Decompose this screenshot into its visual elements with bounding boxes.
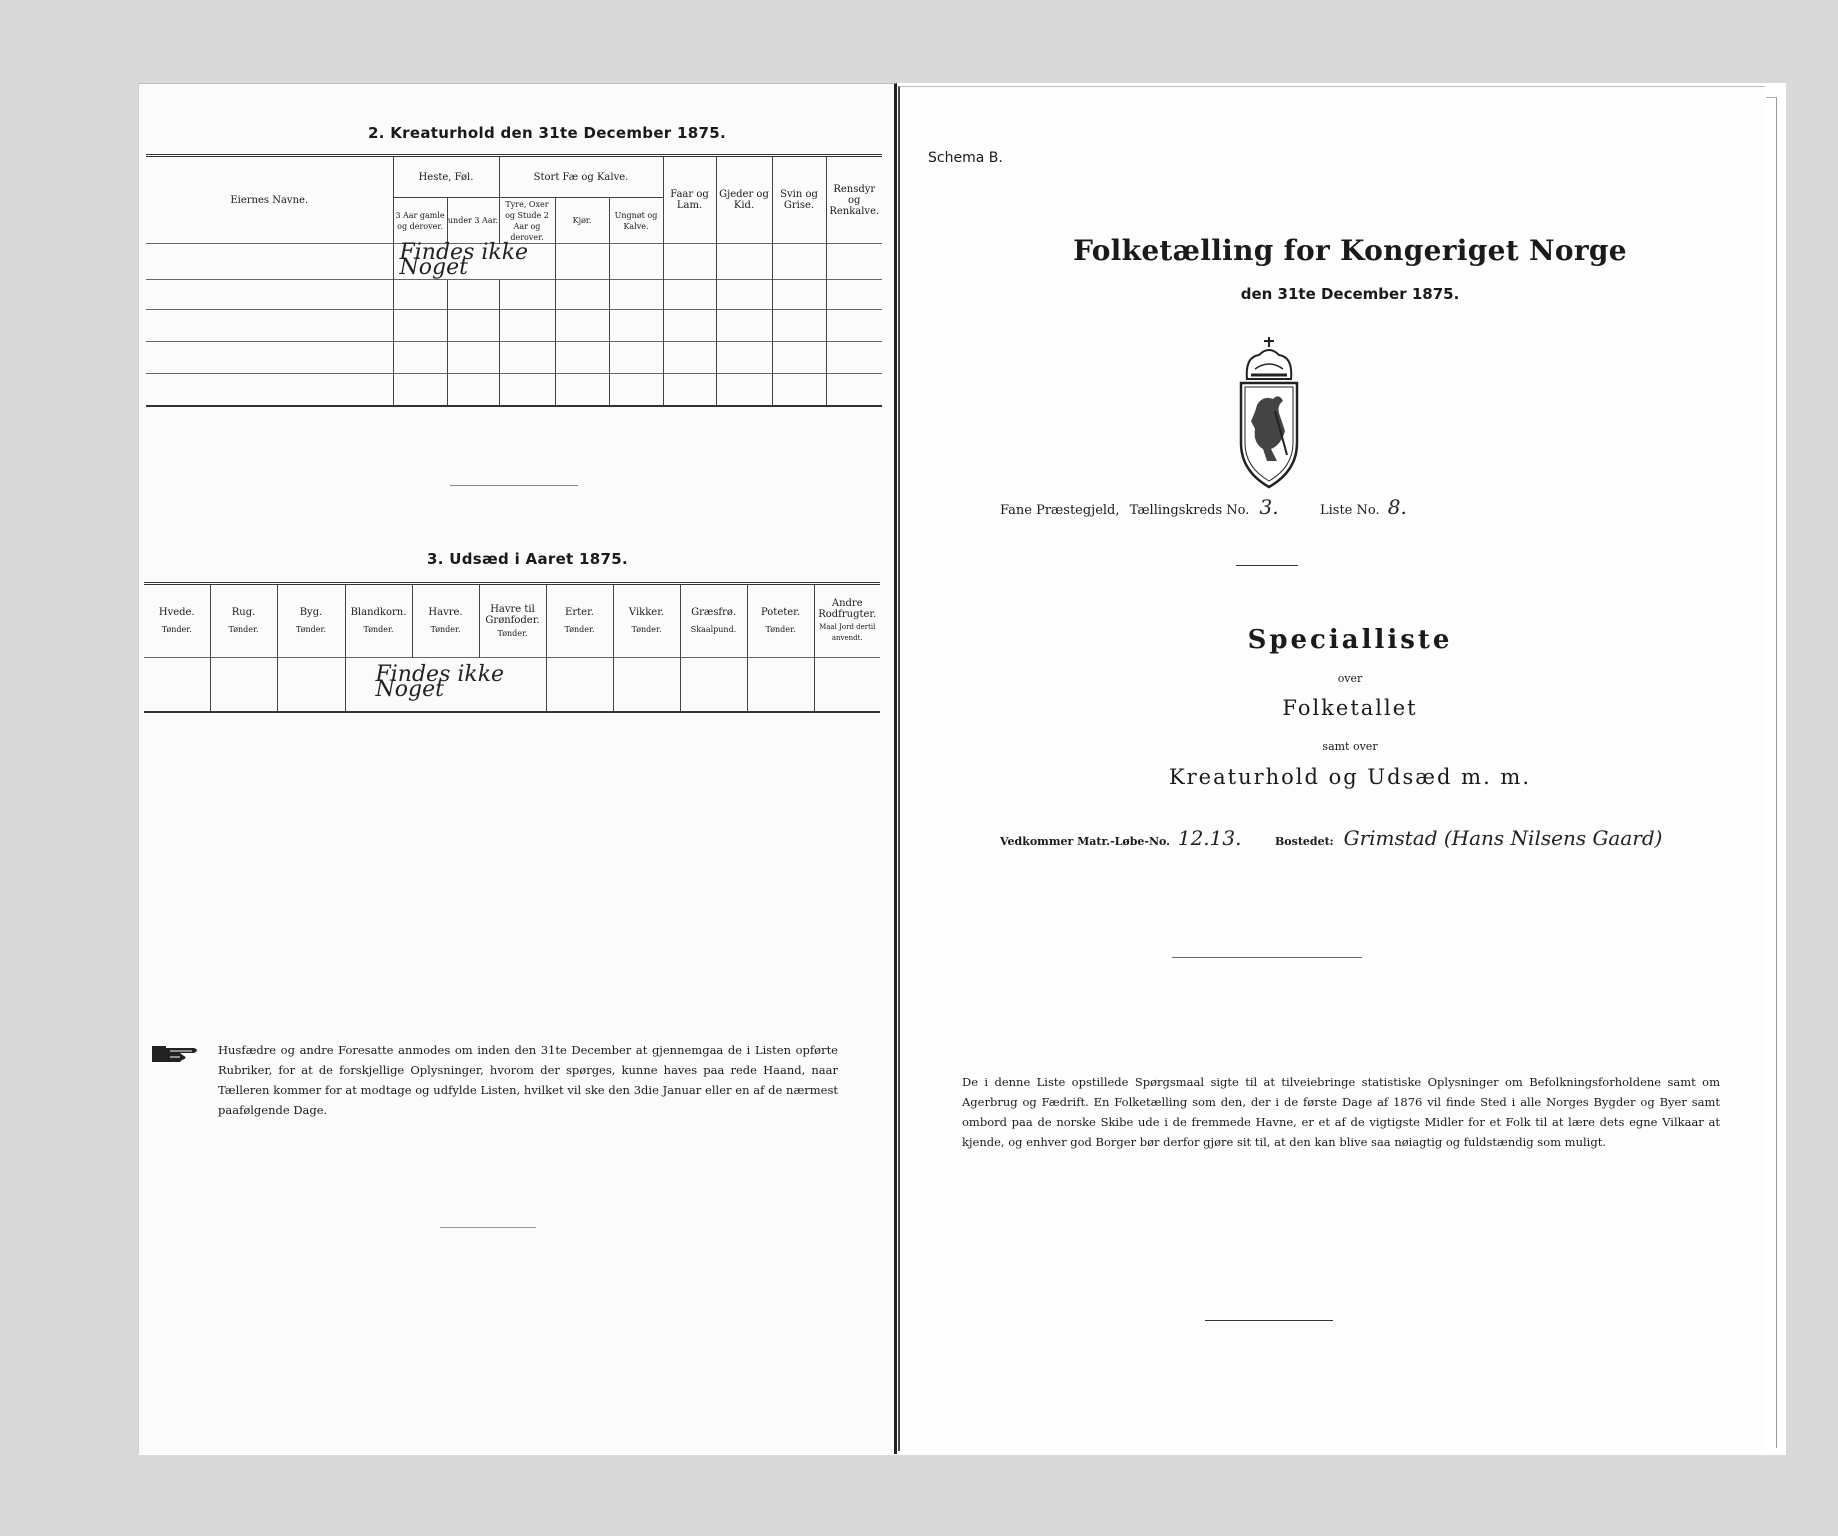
matr-number: 12.13. — [1177, 826, 1242, 850]
schema-label: Schema B. — [928, 150, 1003, 166]
list-label: Liste No. — [1320, 503, 1380, 518]
seed-col-erter: Erter. — [565, 607, 594, 618]
bosted-value: Grimstad (Hans Nilsens Gaard) — [1343, 826, 1663, 850]
header-rensdyr: Rensdyr og Renkalve. — [826, 156, 882, 244]
matr-label: Vedkommer Matr.-Løbe-No. — [1000, 835, 1170, 848]
header-faar: Faar og Lam. — [663, 156, 716, 244]
header-kjor: Kjør. — [555, 198, 609, 244]
seed-unit: Tønder. — [363, 625, 394, 634]
livestock-heading: 2. Kreaturhold den 31te December 1875. — [368, 124, 726, 142]
seed-unit: Tønder. — [564, 625, 595, 634]
seed-table — [144, 582, 880, 713]
district-label: Fane Præstegjeld, — [1000, 503, 1120, 518]
list-number: 8. — [1387, 495, 1407, 519]
seed-unit: Tønder. — [497, 628, 528, 638]
seed-unit: Tønder. — [765, 625, 796, 634]
seed-col-graesfro: Græsfrø. — [691, 607, 736, 618]
notice-text: Husfædre og andre Foresatte anmodes om inden den 31te December at gjennemgaa de i Listen opførte Rubriker, for at de forskjellige Oplysninger, hvorom der spørges, kunne haves paa rede Haand, naar Tælleren kommer for at modtage og udfylde Listen, hvilket vil ske den 3die Januar eller en af de nærmest paafølgende Dage. — [218, 1043, 838, 1117]
district-row — [1000, 495, 1279, 519]
form-date: den 31te December 1875. — [1240, 285, 1460, 303]
bosted-row — [1275, 826, 1662, 850]
seed-unit: Skaalpund. — [690, 625, 737, 634]
seed-heading: 3. Udsæd i Aaret 1875. — [427, 550, 628, 568]
divider — [450, 485, 578, 486]
circle-number: 3. — [1259, 495, 1279, 519]
coat-of-arms-icon — [1233, 335, 1305, 493]
list-row — [1320, 495, 1407, 519]
table-row — [146, 310, 882, 342]
seed-unit: Tønder. — [295, 625, 327, 634]
divider — [1205, 1320, 1333, 1321]
pointing-hand-icon — [150, 1040, 202, 1066]
seed-unit: Tønder. — [631, 625, 662, 634]
circle-label: Tællingskreds No. — [1129, 503, 1250, 518]
over-label: over — [1337, 672, 1363, 685]
folk-label: Folketallet — [1282, 696, 1418, 720]
seed-col-blandkorn: Blandkorn. — [350, 607, 407, 618]
livestock-table — [146, 154, 882, 407]
seed-col-byg: Byg. — [299, 607, 323, 618]
seed-col-rodfrugter: Andre Rodfrugter. — [818, 598, 877, 620]
header-heste-old: 3 Aar gamle og derover. — [393, 198, 447, 244]
seed-unit: Tønder. — [228, 625, 259, 634]
seed-unit: Maal Jord dertil anvendt. — [819, 623, 876, 642]
seed-col-hvede: Hvede. — [158, 607, 195, 618]
table-row — [146, 244, 882, 280]
seed-col-poteter: Poteter. — [760, 607, 801, 618]
table-row — [144, 658, 880, 712]
header-gjeder: Gjeder og Kid. — [716, 156, 772, 244]
header-svin: Svin og Grise. — [772, 156, 826, 244]
seed-unit: Tønder. — [430, 625, 461, 634]
header-stort: Stort Fæ og Kalve. — [499, 156, 663, 198]
divider — [440, 1227, 536, 1228]
table-row — [146, 280, 882, 310]
form-title: Folketælling for Kongeriget Norge — [1073, 234, 1627, 267]
owner-header: Eiernes Navne. — [230, 194, 309, 206]
kreatur-label: Kreaturhold og Udsæd m. m. — [1168, 765, 1532, 789]
seed-unit: Tønder. — [161, 625, 192, 634]
matr-row — [1000, 826, 1241, 850]
info-paragraph: De i denne Liste opstillede Spørgsmaal sigte til at tilveiebringe statistiske Oplysninger om Befolkningsforholdene samt om Agerbrug og Fædrift. En Folketælling som den, der i de første Dage af 1876 vil finde Sted i alle Norges Bygder og Byer samt ombord paa de norske Skibe ude i de fremmede Havne, er et af de vigtigste Midler for et Folk til at lære dets egne Vilkaar at kjende, og enhver god Borger bør derfor gjøre sit til, at den kan blive saa nøiagtig og fuldstændig som muligt. — [962, 1075, 1720, 1149]
header-ungnot: Ungnøt og Kalve. — [609, 198, 663, 244]
table-row — [146, 342, 882, 374]
seed-col-havre: Havre. — [428, 607, 463, 618]
bosted-label: Bostedet: — [1275, 835, 1334, 848]
header-tyre: Tyre, Oxer og Stude 2 Aar og derover. — [499, 198, 555, 244]
header-heste: Heste, Føl. — [393, 156, 499, 198]
seed-col-vikker: Vikker. — [628, 607, 665, 618]
seed-handwritten: Findes ikke Noget — [375, 662, 505, 703]
samt-label: samt over — [1322, 740, 1378, 753]
seed-col-gronfoder: Havre til Grønfoder. — [485, 603, 540, 626]
special-title: Specialliste — [1247, 625, 1453, 655]
divider — [1172, 957, 1362, 958]
header-heste-young: under 3 Aar. — [447, 198, 499, 244]
seed-col-rug: Rug. — [231, 607, 256, 618]
divider — [1236, 565, 1298, 566]
livestock-handwritten: Findes ikke Noget — [399, 239, 529, 280]
table-row — [146, 374, 882, 406]
